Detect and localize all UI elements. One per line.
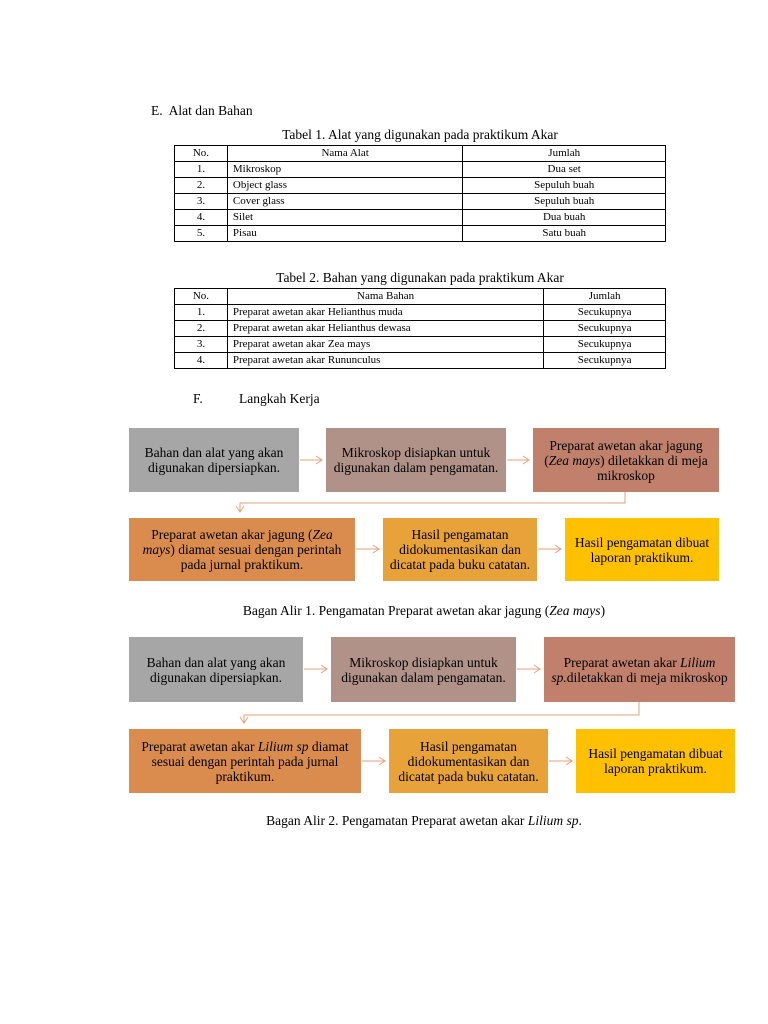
section-e-heading [151, 103, 253, 119]
flow1-step-observe [129, 518, 355, 581]
section-f-title: Langkah Kerja [239, 391, 320, 406]
table-cell: 4. [175, 353, 228, 369]
text: Preparat awetan akar [141, 738, 258, 754]
table-cell: Pisau [227, 226, 462, 242]
flow1-step-microscope: Mikroskop disiapkan untuk digunakan dalam pengamatan. [326, 428, 506, 492]
table-cell: Dua buah [463, 210, 666, 226]
table-header-name: Nama Bahan [227, 289, 543, 305]
flow2-arrow-1 [304, 665, 327, 673]
text-italic: Zea mays [548, 452, 601, 468]
table-cell: 4. [175, 210, 228, 226]
flow2-step-microscope: Mikroskop disiapkan untuk digunakan dalam pengamatan. [331, 637, 516, 702]
flow2-arrow-4 [362, 757, 385, 765]
table-header-no: No. [175, 146, 228, 162]
table-header-no: No. [175, 289, 228, 305]
table-header-amount: Jumlah [463, 146, 666, 162]
table-cell: Preparat awetan akar Rununculus [227, 353, 543, 369]
text: ) diamat sesuai dengan perintah pada jurnal praktikum. [170, 542, 342, 572]
flow2-arrow-5 [549, 757, 572, 765]
table-cell: 2. [175, 178, 228, 194]
table-row [175, 194, 666, 210]
section-e-title: Alat dan Bahan [168, 103, 253, 118]
table-cell: Secukupnya [544, 337, 666, 353]
table-cell: Preparat awetan akar Helianthus muda [227, 305, 543, 321]
section-f-label: F. [193, 391, 203, 406]
table-cell: Mikroskop [227, 162, 462, 178]
table-row [175, 353, 666, 369]
text-italic: Lilium sp [257, 738, 309, 754]
flow1-step-document: Hasil pengamatan didokumentasikan dan dicatat pada buku catatan. [383, 518, 537, 581]
flow1-arrow-2 [507, 456, 529, 464]
flow2-step-prepare: Bahan dan alat yang akan digunakan dipersiapkan. [129, 637, 303, 702]
flow2-step-place-slide [544, 637, 735, 702]
table-row [175, 162, 666, 178]
table-cell: Preparat awetan akar Zea mays [227, 337, 543, 353]
table-cell: Cover glass [227, 194, 462, 210]
table-cell: Secukupnya [544, 321, 666, 337]
table-cell: 1. [175, 162, 228, 178]
flow1-step-prepare: Bahan dan alat yang akan digunakan dipersiapkan. [129, 428, 299, 492]
text: Preparat awetan akar jagung ( [544, 437, 703, 468]
table-cell: Silet [227, 210, 462, 226]
flow1-arrow-5 [538, 545, 561, 553]
table-cell: Dua set [463, 162, 666, 178]
table-cell: 5. [175, 226, 228, 242]
table-cell: Object glass [227, 178, 462, 194]
text-italic: Lilium sp. [551, 654, 716, 685]
text: diletakkan di meja mikroskop [566, 669, 728, 685]
text: diamat sesuai dengan perintah pada jurnal praktikum. [151, 738, 349, 784]
flow2-arrow-2 [517, 665, 540, 673]
table-cell: Preparat awetan akar Helianthus dewasa [227, 321, 543, 337]
flow1-arrow-1 [300, 456, 322, 464]
flow1-arrow-3 [236, 492, 625, 512]
table-row [175, 305, 666, 321]
table-cell: 1. [175, 305, 228, 321]
flow2-step-report: Hasil pengamatan dibuat laporan praktikum. [576, 729, 735, 793]
table-cell: 2. [175, 321, 228, 337]
table-cell: 3. [175, 337, 228, 353]
table2 [174, 288, 666, 369]
table1 [174, 145, 666, 242]
text: Bagan Alir 2. Pengamatan Preparat awetan akar [266, 813, 528, 828]
section-e-label: E. [151, 103, 163, 118]
table-row [175, 337, 666, 353]
text: ) [600, 603, 606, 618]
table-cell: Sepuluh buah [463, 194, 666, 210]
table-row [175, 178, 666, 194]
table1-caption: Tabel 1. Alat yang digunakan pada praktikum Akar [282, 127, 558, 142]
table-header-name: Nama Alat [227, 146, 462, 162]
table-cell: Sepuluh buah [463, 178, 666, 194]
table-cell: Satu buah [463, 226, 666, 242]
flow2-arrow-3 [240, 702, 639, 723]
table-cell: 3. [175, 194, 228, 210]
text: Preparat awetan akar [563, 654, 681, 670]
text: . [578, 813, 582, 828]
table-cell: Secukupnya [544, 353, 666, 369]
table-row [175, 226, 666, 242]
flow2-step-observe [129, 729, 361, 793]
text: Bagan Alir 1. Pengamatan Preparat awetan akar jagung ( [242, 603, 550, 618]
flow1-caption [129, 603, 719, 619]
text: ) diletakkan di meja mikroskop [597, 452, 708, 483]
text: Preparat awetan akar jagung ( [151, 527, 313, 542]
text-italic: Zea mays [549, 603, 601, 618]
table-row [175, 321, 666, 337]
flow1-arrow-4 [356, 545, 379, 553]
text-italic: Lilium sp [527, 813, 579, 828]
table-header-row [175, 146, 666, 162]
flow1-step-place-slide [533, 428, 719, 492]
table2-caption: Tabel 2. Bahan yang digunakan pada praktikum Akar [276, 270, 564, 285]
flow1-step-report: Hasil pengamatan dibuat laporan praktikum. [565, 518, 719, 581]
text-italic: Zea mays [142, 527, 333, 557]
flow2-step-document: Hasil pengamatan didokumentasikan dan dicatat pada buku catatan. [389, 729, 548, 793]
table-header-row [175, 289, 666, 305]
table-header-amount: Jumlah [544, 289, 666, 305]
flow2-caption [129, 813, 719, 829]
table-cell: Secukupnya [544, 305, 666, 321]
table-row [175, 210, 666, 226]
